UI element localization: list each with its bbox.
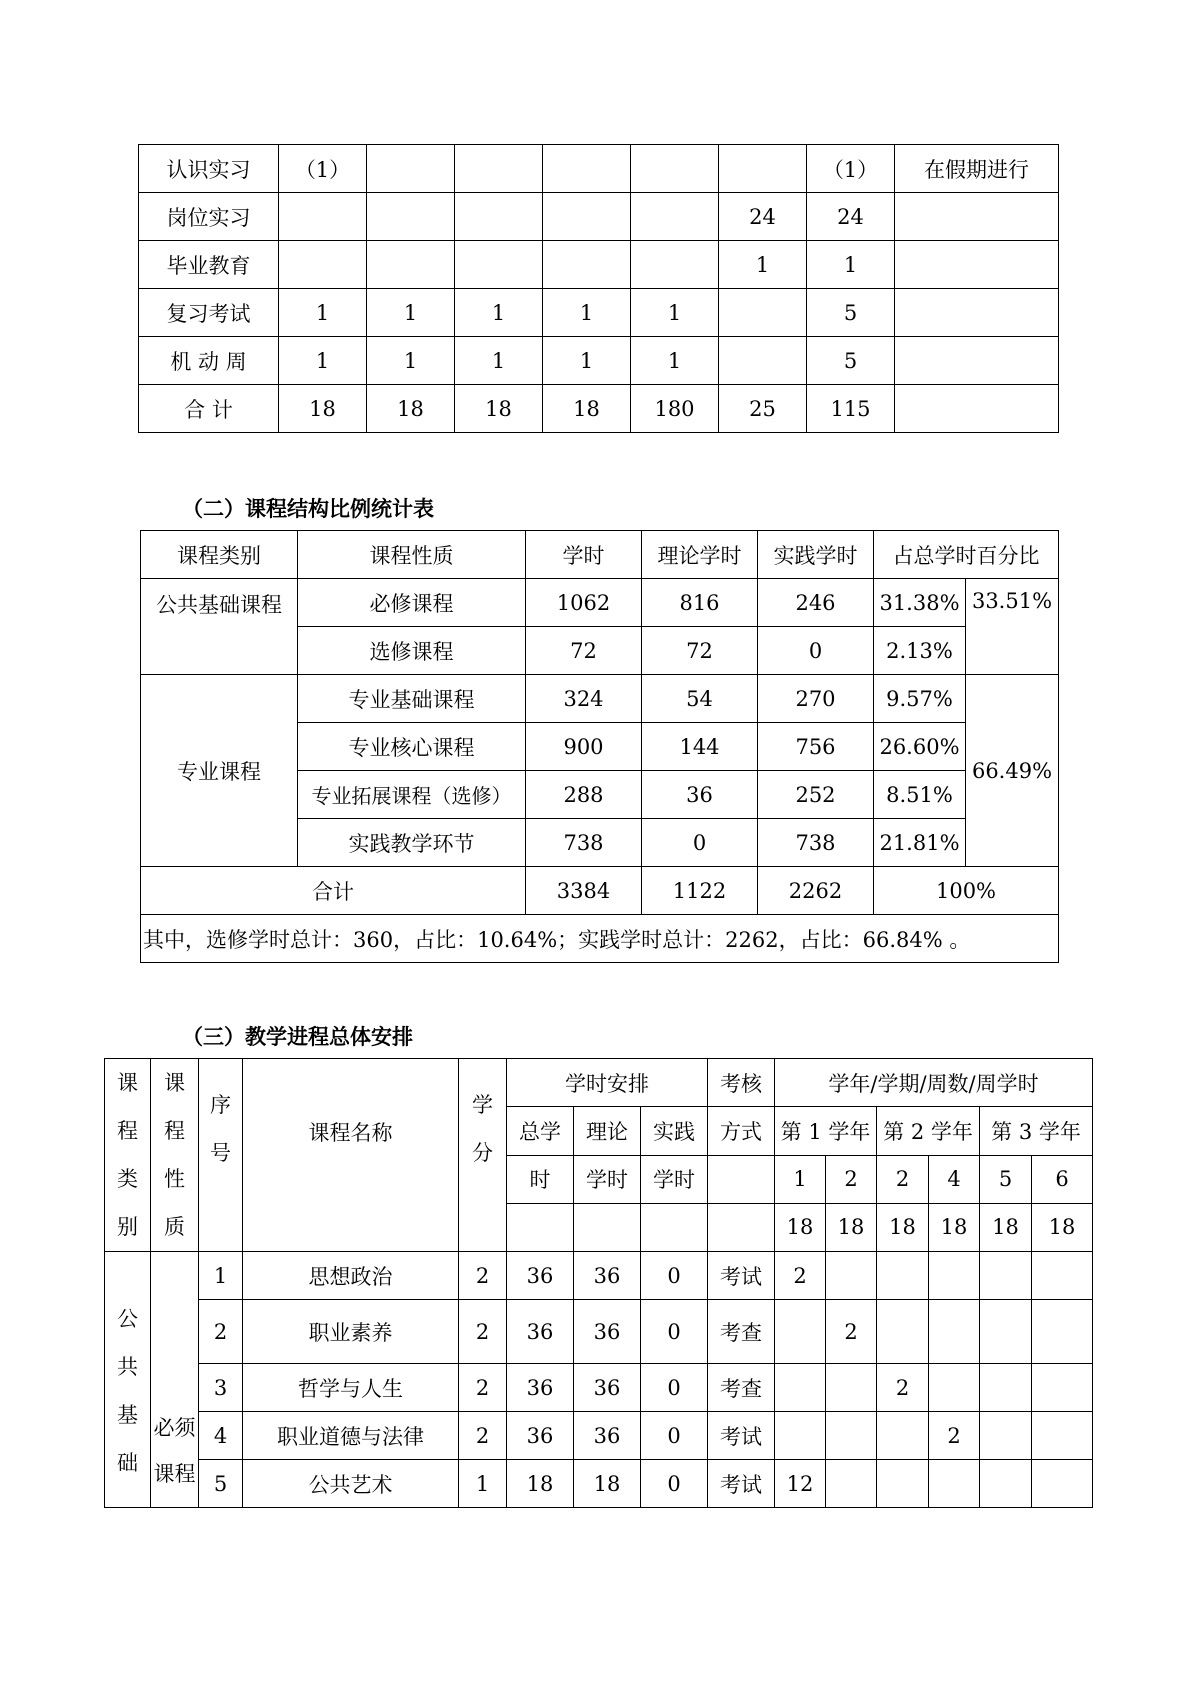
seq-cell: 1 xyxy=(199,1252,243,1300)
table-cell: 18 xyxy=(367,385,455,433)
table-cell: 1 xyxy=(367,289,455,337)
table-cell xyxy=(279,241,367,289)
note-row xyxy=(141,915,1059,963)
header-char: 程 xyxy=(117,1119,138,1143)
semester-cell: 5 xyxy=(980,1155,1032,1203)
weeks-cell: 18 xyxy=(877,1203,929,1251)
table-cell xyxy=(367,193,455,241)
course-name-cell: 思想政治 xyxy=(243,1252,459,1300)
pct-cell: 26.60% xyxy=(874,723,966,771)
table-row xyxy=(139,241,1059,289)
group-pct-public: 33.51% xyxy=(966,579,1059,675)
semester-cell: 2 xyxy=(877,1155,929,1203)
table-row xyxy=(105,1460,1093,1508)
table-cell xyxy=(279,193,367,241)
table-cell xyxy=(543,241,631,289)
table-cell: 1 xyxy=(367,337,455,385)
table-row xyxy=(141,675,1059,723)
assessment-cell: 考试 xyxy=(708,1412,775,1460)
empty-cell xyxy=(574,1203,641,1251)
header-course-nature xyxy=(151,1059,199,1252)
table-cell xyxy=(367,145,455,193)
semester-hours-cell xyxy=(775,1412,826,1460)
course-name-cell: 职业素养 xyxy=(243,1300,459,1364)
header-char: 类 xyxy=(117,1167,138,1191)
row-label: 机 动 周 xyxy=(139,337,279,385)
table-cell: 5 xyxy=(807,337,895,385)
practice-cell: 270 xyxy=(758,675,874,723)
empty-cell xyxy=(507,1203,574,1251)
weeks-cell: 18 xyxy=(775,1203,826,1251)
table-cell xyxy=(719,337,807,385)
table-cell xyxy=(543,145,631,193)
table-cell xyxy=(719,145,807,193)
table-row xyxy=(105,1364,1093,1412)
table-cell xyxy=(631,145,719,193)
table-cell: 1 xyxy=(719,241,807,289)
header-char: 课 xyxy=(117,1071,138,1095)
nature-cell: 专业基础课程 xyxy=(298,675,526,723)
total-label: 合计 xyxy=(141,867,526,915)
header-assessment-1: 考核 xyxy=(708,1059,775,1107)
header-practice-hours-2: 学时 xyxy=(641,1155,708,1203)
category-char: 础 xyxy=(117,1451,138,1475)
table-cell xyxy=(895,241,1059,289)
theory-cell: 816 xyxy=(642,579,758,627)
seq-cell: 2 xyxy=(199,1300,243,1364)
semester-hours-cell xyxy=(1032,1252,1093,1300)
teaching-schedule-body xyxy=(105,1059,1093,1508)
theory-hours-cell: 36 xyxy=(574,1300,641,1364)
total-hours: 3384 xyxy=(526,867,642,915)
hours-cell: 288 xyxy=(526,771,642,819)
semester-hours-cell xyxy=(1032,1412,1093,1460)
header-char: 分 xyxy=(472,1141,493,1165)
table-cell xyxy=(455,241,543,289)
table-cell xyxy=(719,289,807,337)
header-char: 序 xyxy=(210,1093,231,1117)
table-cell xyxy=(895,289,1059,337)
table-cell: 115 xyxy=(807,385,895,433)
table-cell: 24 xyxy=(807,193,895,241)
header-practice-hours-1: 实践 xyxy=(641,1107,708,1155)
category-professional: 专业课程 xyxy=(141,675,298,867)
header-nature: 课程性质 xyxy=(298,531,526,579)
semester-hours-cell xyxy=(826,1460,877,1508)
course-structure-table xyxy=(140,530,1059,963)
semester-hours-cell xyxy=(826,1364,877,1412)
semester-hours-cell xyxy=(929,1460,980,1508)
structure-header-row xyxy=(141,531,1059,579)
credit-cell: 2 xyxy=(459,1300,507,1364)
seq-cell: 5 xyxy=(199,1460,243,1508)
header-theory: 理论学时 xyxy=(642,531,758,579)
table-row xyxy=(105,1252,1093,1300)
structure-note: 其中，选修学时总计：360，占比：10.64%；实践学时总计：2262，占比：66.84% 。 xyxy=(141,915,1059,963)
table-cell xyxy=(455,193,543,241)
nature-char: 必须 xyxy=(153,1416,196,1440)
empty-cell xyxy=(641,1203,708,1251)
table-cell xyxy=(631,193,719,241)
total-practice: 2262 xyxy=(758,867,874,915)
credit-cell: 2 xyxy=(459,1364,507,1412)
assessment-cell: 考试 xyxy=(708,1460,775,1508)
seq-cell: 3 xyxy=(199,1364,243,1412)
theory-cell: 0 xyxy=(642,819,758,867)
table-cell: 1 xyxy=(631,337,719,385)
table-cell: 1 xyxy=(543,289,631,337)
practice-hours-cell: 0 xyxy=(641,1460,708,1508)
header-theory-hours-2: 学时 xyxy=(574,1155,641,1203)
course-name-cell: 公共艺术 xyxy=(243,1460,459,1508)
theory-hours-cell: 36 xyxy=(574,1252,641,1300)
table-cell: 1 xyxy=(455,289,543,337)
semester-cell: 6 xyxy=(1032,1155,1093,1203)
table-cell: （1） xyxy=(807,145,895,193)
hours-cell: 1062 xyxy=(526,579,642,627)
header-percentage: 占总学时百分比 xyxy=(874,531,1059,579)
total-pct: 100% xyxy=(874,867,1059,915)
header-seq xyxy=(199,1059,243,1252)
table-row xyxy=(139,385,1059,433)
assessment-cell: 考查 xyxy=(708,1300,775,1364)
table-cell xyxy=(895,385,1059,433)
category-char: 基 xyxy=(117,1403,138,1427)
group-pct-professional: 66.49% xyxy=(966,675,1059,867)
total-theory: 1122 xyxy=(642,867,758,915)
semester-hours-cell: 2 xyxy=(826,1300,877,1364)
nature-cell: 必修课程 xyxy=(298,579,526,627)
table-row xyxy=(139,145,1059,193)
semester-hours-cell: 2 xyxy=(929,1412,980,1460)
header-course-name: 课程名称 xyxy=(243,1059,459,1252)
table-cell: 在假期进行 xyxy=(895,145,1059,193)
table-cell xyxy=(455,145,543,193)
semester-hours-cell xyxy=(877,1412,929,1460)
header-total-hours-2: 时 xyxy=(507,1155,574,1203)
theory-cell: 72 xyxy=(642,627,758,675)
theory-cell: 144 xyxy=(642,723,758,771)
weeks-cell: 18 xyxy=(826,1203,877,1251)
header-char: 程 xyxy=(164,1119,185,1143)
section2-heading: （二）课程结构比例统计表 xyxy=(182,496,434,521)
semester-hours-cell: 2 xyxy=(877,1364,929,1412)
nature-cell: 实践教学环节 xyxy=(298,819,526,867)
course-name-cell: 哲学与人生 xyxy=(243,1364,459,1412)
semester-hours-cell xyxy=(980,1412,1032,1460)
total-hours-cell: 18 xyxy=(507,1460,574,1508)
practice-hours-cell: 0 xyxy=(641,1412,708,1460)
total-hours-cell: 36 xyxy=(507,1364,574,1412)
practice-hours-cell: 0 xyxy=(641,1252,708,1300)
table-cell: 1 xyxy=(543,337,631,385)
section3-heading: （三）教学进程总体安排 xyxy=(182,1024,413,1049)
header-credit xyxy=(459,1059,507,1252)
table-cell xyxy=(895,193,1059,241)
pct-cell: 9.57% xyxy=(874,675,966,723)
header-char: 质 xyxy=(164,1215,185,1239)
semester-hours-cell xyxy=(826,1412,877,1460)
practice-cell: 0 xyxy=(758,627,874,675)
credit-cell: 2 xyxy=(459,1412,507,1460)
header-total-hours-1: 总学 xyxy=(507,1107,574,1155)
table-row xyxy=(105,1300,1093,1364)
table-cell: 18 xyxy=(543,385,631,433)
table-cell: 18 xyxy=(279,385,367,433)
pct-cell: 8.51% xyxy=(874,771,966,819)
table-cell: 180 xyxy=(631,385,719,433)
row-label: 认识实习 xyxy=(139,145,279,193)
total-hours-cell: 36 xyxy=(507,1300,574,1364)
header-category: 课程类别 xyxy=(141,531,298,579)
table-cell: 5 xyxy=(807,289,895,337)
semester-hours-cell xyxy=(980,1364,1032,1412)
theory-hours-cell: 36 xyxy=(574,1412,641,1460)
table-cell: 18 xyxy=(455,385,543,433)
table-row xyxy=(139,337,1059,385)
assessment-cell: 考试 xyxy=(708,1252,775,1300)
table-cell: 1 xyxy=(631,289,719,337)
practice-cell: 252 xyxy=(758,771,874,819)
semester-cell: 4 xyxy=(929,1155,980,1203)
category-char: 公 xyxy=(117,1307,138,1331)
semester-hours-cell xyxy=(877,1252,929,1300)
pct-cell: 2.13% xyxy=(874,627,966,675)
semester-hours-cell xyxy=(877,1300,929,1364)
practice-cell: 756 xyxy=(758,723,874,771)
header-hours-arrangement: 学时安排 xyxy=(507,1059,708,1107)
seq-cell: 4 xyxy=(199,1412,243,1460)
table-cell: 1 xyxy=(807,241,895,289)
semester-hours-cell xyxy=(877,1460,929,1508)
semester-hours-cell xyxy=(929,1300,980,1364)
theory-hours-cell: 18 xyxy=(574,1460,641,1508)
nature-char: 课程 xyxy=(153,1462,196,1486)
assessment-cell: 考查 xyxy=(708,1364,775,1412)
semester-hours-cell xyxy=(1032,1300,1093,1364)
header-theory-hours-1: 理论 xyxy=(574,1107,641,1155)
practice-weeks-table xyxy=(138,144,1059,433)
table-cell: 25 xyxy=(719,385,807,433)
header-year-2: 第 2 学年 xyxy=(877,1107,980,1155)
table-row xyxy=(139,193,1059,241)
semester-hours-cell xyxy=(775,1300,826,1364)
semester-hours-cell: 12 xyxy=(775,1460,826,1508)
semester-hours-cell xyxy=(775,1364,826,1412)
pct-cell: 31.38% xyxy=(874,579,966,627)
table-cell: 1 xyxy=(279,289,367,337)
header-char: 课 xyxy=(164,1071,185,1095)
semester-hours-cell xyxy=(1032,1460,1093,1508)
header-schedule: 学年/学期/周数/周学时 xyxy=(775,1059,1093,1107)
total-row xyxy=(141,867,1059,915)
table-cell: 1 xyxy=(279,337,367,385)
hours-cell: 738 xyxy=(526,819,642,867)
header-char: 学 xyxy=(472,1093,493,1117)
header-year-3: 第 3 学年 xyxy=(980,1107,1093,1155)
empty-cell xyxy=(708,1155,775,1203)
header-char: 号 xyxy=(210,1141,231,1165)
nature-cell: 选修课程 xyxy=(298,627,526,675)
table-row xyxy=(141,579,1059,627)
category-char: 共 xyxy=(117,1355,138,1379)
theory-hours-cell: 36 xyxy=(574,1364,641,1412)
semester-hours-cell xyxy=(1032,1364,1093,1412)
weeks-cell: 18 xyxy=(1032,1203,1093,1251)
total-hours-cell: 36 xyxy=(507,1412,574,1460)
row-label: 毕业教育 xyxy=(139,241,279,289)
nature-cell: 专业核心课程 xyxy=(298,723,526,771)
table-cell: 1 xyxy=(455,337,543,385)
schedule-header-row-1 xyxy=(105,1059,1093,1107)
semester-hours-cell xyxy=(980,1252,1032,1300)
credit-cell: 1 xyxy=(459,1460,507,1508)
weeks-cell: 18 xyxy=(980,1203,1032,1251)
table-cell xyxy=(367,241,455,289)
table-row xyxy=(105,1412,1093,1460)
total-hours-cell: 36 xyxy=(507,1252,574,1300)
weeks-cell: 18 xyxy=(929,1203,980,1251)
row-label: 合 计 xyxy=(139,385,279,433)
hours-cell: 72 xyxy=(526,627,642,675)
pct-cell: 21.81% xyxy=(874,819,966,867)
header-year-1: 第 1 学年 xyxy=(775,1107,877,1155)
row-label: 岗位实习 xyxy=(139,193,279,241)
practice-cell: 246 xyxy=(758,579,874,627)
table-cell: 24 xyxy=(719,193,807,241)
row-label: 复习考试 xyxy=(139,289,279,337)
theory-cell: 36 xyxy=(642,771,758,819)
practice-hours-cell: 0 xyxy=(641,1364,708,1412)
header-hours: 学时 xyxy=(526,531,642,579)
hours-cell: 324 xyxy=(526,675,642,723)
empty-cell xyxy=(708,1203,775,1251)
course-name-cell: 职业道德与法律 xyxy=(243,1412,459,1460)
credit-cell: 2 xyxy=(459,1252,507,1300)
semester-hours-cell xyxy=(980,1300,1032,1364)
course-category-cell xyxy=(105,1252,151,1508)
semester-hours-cell xyxy=(980,1460,1032,1508)
header-course-category xyxy=(105,1059,151,1252)
practice-cell: 738 xyxy=(758,819,874,867)
theory-cell: 54 xyxy=(642,675,758,723)
table-cell: （1） xyxy=(279,145,367,193)
practice-weeks-body xyxy=(139,145,1059,433)
semester-hours-cell: 2 xyxy=(775,1252,826,1300)
semester-cell: 1 xyxy=(775,1155,826,1203)
category-public: 公共基础课程 xyxy=(141,579,298,675)
header-assessment-2: 方式 xyxy=(708,1107,775,1155)
semester-hours-cell xyxy=(826,1252,877,1300)
semester-hours-cell xyxy=(929,1364,980,1412)
semester-cell: 2 xyxy=(826,1155,877,1203)
header-char: 别 xyxy=(117,1215,138,1239)
table-cell xyxy=(543,193,631,241)
header-practice: 实践学时 xyxy=(758,531,874,579)
header-char: 性 xyxy=(164,1167,185,1191)
table-row xyxy=(139,289,1059,337)
course-nature-cell xyxy=(151,1252,199,1508)
nature-cell: 专业拓展课程（选修） xyxy=(298,771,526,819)
semester-hours-cell xyxy=(929,1252,980,1300)
teaching-schedule-table xyxy=(104,1058,1093,1508)
table-cell xyxy=(895,337,1059,385)
table-cell xyxy=(631,241,719,289)
hours-cell: 900 xyxy=(526,723,642,771)
practice-hours-cell: 0 xyxy=(641,1300,708,1364)
